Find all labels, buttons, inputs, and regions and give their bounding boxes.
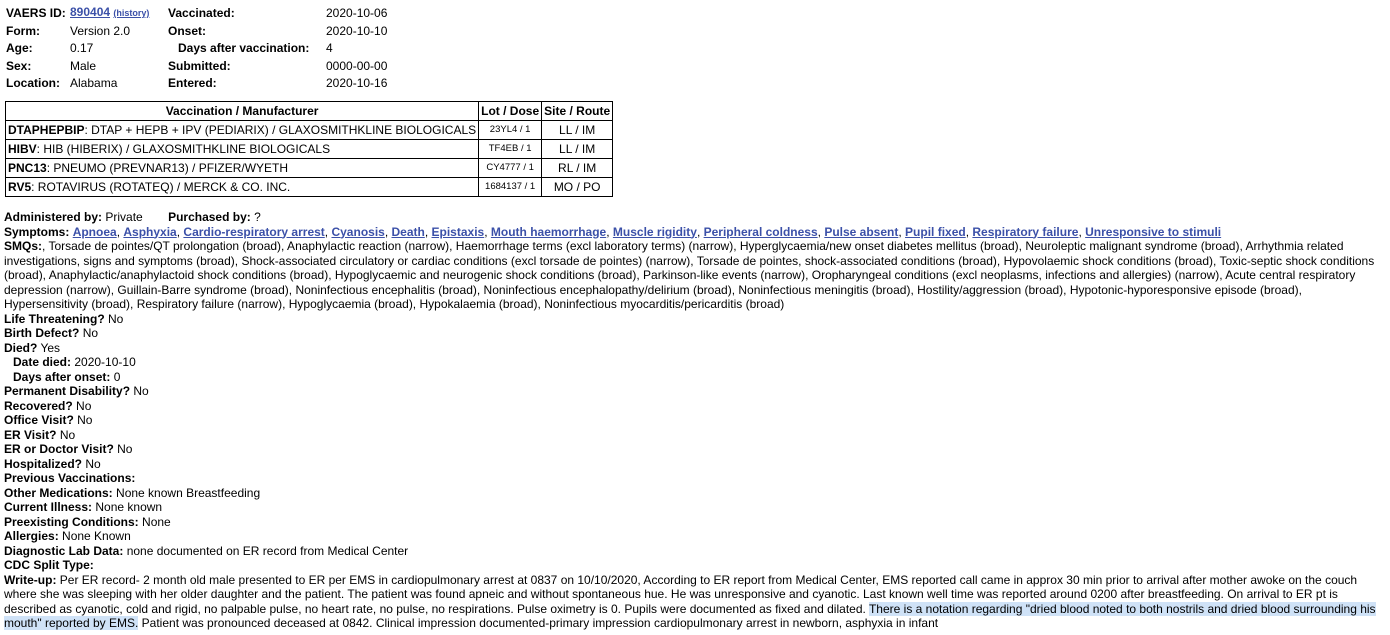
current-illness-value: None known: [95, 500, 163, 514]
symptom-link[interactable]: Epistaxis: [431, 224, 485, 239]
vaccine-code: RV5: [8, 180, 32, 194]
permanent-disability-label: Permanent Disability?: [4, 384, 131, 398]
died-row: [4, 341, 1386, 356]
symptom-link[interactable]: Cyanosis: [331, 224, 385, 239]
diag-value: none documented on ER record from Medical Center: [126, 543, 409, 558]
vaccine-cell: [6, 140, 479, 159]
lot-cell: 23YL4 / 1: [479, 121, 542, 140]
symptom-link[interactable]: Death: [391, 224, 425, 239]
recovered-value: No: [76, 398, 92, 413]
site-cell: MO / PO: [542, 178, 613, 197]
entered-label: Entered:: [168, 76, 217, 90]
office-visit-value: No: [77, 413, 93, 427]
vaccine-code: HIBV: [8, 142, 37, 156]
table-row: [6, 140, 613, 159]
er-visit-value: No: [59, 427, 76, 442]
current-illness-row: [4, 500, 1386, 515]
birth-defect-row: [4, 326, 1386, 341]
sex-label: Sex:: [6, 58, 32, 73]
vaccine-cell: [6, 121, 479, 140]
smqs-value: , Torsade de pointes/QT prolongation (broad), Anaphylactic reaction (narrow), Haemorrhage terms (excl laboratory terms) (narrow), Hyperglycaemia/new onset diabetes mellitus (broad), Neuroleptic malignant syndrome (broad), Arrhythmia related investigations, signs and symptoms (broad), Shock-associated circulatory or cardiac conditions (excl torsade de pointes) (narrow), Torsade de pointes, shock-associated conditions (broad), Hypovolaemic shock conditions (broad), Toxic-septic shock conditions (broad), Anaphylactic/anaphylactoid shock conditions (broad), Hypoglycaemic and neurogenic shock conditions (broad), Parkinson-like events (narrow), Oropharyngeal conditions (excl neoplasms, infections and allergies) (narrow), Acute central respiratory depression (narrow), Guillain-Barre syndrome (broad), Noninfectious encephalitis (broad), Noninfectious encephalopathy/delirium (broad), Noninfectious meningitis (broad), Hostility/aggression (broad), Hypotonic-hyporesponsive episode (broad), Hypersensitivity (broad), Respiratory failure (narrow), Hypoglycaemia (broad), Hypokalaemia (broad), Noninfectious myocarditis/pericarditis (broad): [4, 239, 1375, 311]
previous-vax-row: [4, 471, 1386, 486]
birth-defect-label: Birth Defect?: [4, 326, 80, 340]
symptom-link[interactable]: Pupil fixed: [905, 224, 966, 239]
date-died-row: [4, 355, 1386, 370]
location-label: Location:: [6, 76, 60, 90]
table-row: [6, 178, 613, 197]
site-cell: LL / IM: [542, 140, 613, 159]
er-visit-row: [4, 428, 1386, 443]
allergies-row: [4, 529, 1386, 544]
writeup-label: Write-up:: [4, 572, 57, 587]
preexisting-row: [4, 515, 1386, 530]
col-vaccine-header: Vaccination / Manufacturer: [6, 102, 479, 121]
days-after-onset-row: [4, 370, 1386, 385]
vaccine-name: : ROTAVIRUS (ROTATEQ) / MERCK & CO. INC.: [31, 180, 291, 194]
symptom-link[interactable]: Muscle rigidity: [612, 224, 697, 239]
er-doctor-value: No: [117, 442, 133, 456]
symptom-link[interactable]: Respiratory failure: [972, 224, 1079, 239]
hospitalized-row: [4, 457, 1386, 472]
writeup-row: [4, 573, 1386, 631]
col-lot-header: Lot / Dose: [479, 102, 542, 121]
onset-label: Onset:: [168, 23, 207, 38]
lot-cell: TF4EB / 1: [479, 140, 542, 159]
vaccinated-label: Vaccinated:: [168, 5, 235, 20]
purchased-label: Purchased by:: [168, 210, 251, 224]
writeup-text-end: Patient was pronounced deceased at 0842. Clinical impression documented-primary impression cardiopulmonary arrest in newborn, asphyxia in infant: [141, 616, 939, 630]
vaccination-table: [5, 101, 613, 197]
other-meds-row: [4, 486, 1386, 501]
form-label: Form:: [6, 23, 40, 38]
preexisting-label: Preexisting Conditions:: [4, 514, 139, 529]
table-row: [6, 121, 613, 140]
symptom-link[interactable]: Cardio-respiratory arrest: [183, 224, 325, 239]
allergies-value: None Known: [62, 529, 131, 543]
recovered-label: Recovered?: [4, 398, 73, 413]
vaccinated-value: 2020-10-06: [326, 5, 388, 20]
form-value: Version 2.0: [70, 23, 131, 38]
previous-vax-label: Previous Vaccinations:: [4, 471, 136, 485]
date-died-value: 2020-10-10: [74, 355, 136, 369]
permanent-disability-row: [4, 384, 1386, 399]
lot-cell: 1684137 / 1: [479, 178, 542, 197]
writeup-text: Per ER record- 2 month old male presented to ER per EMS in cardiopulmonary arrest at 0837 on 10/10/2020, According to ER report from Medical Center, EMS reported call came in approx 30 min prior to arrival after mother awoke on the couch where she was sleeping with her older daughter and the patient. The patient was found apneic and without spontaneous hue. He was unresponsive and cyanotic. Last known well time was reported around 0200 after breastfeeding. On arrival to ER pt is described as cyanotic, cold and rigid, no palpable pulse, no heart rate, no pulse, no respirations. Pulse oximetry is 0. Pupils were documented as fixed and dilated.: [4, 572, 1358, 616]
office-visit-label: Office Visit?: [4, 413, 74, 427]
table-row: [6, 159, 613, 178]
days-after-label: Days after vaccination:: [178, 41, 310, 55]
days-after-onset-value: 0: [113, 369, 121, 384]
life-threatening-label: Life Threatening?: [4, 311, 105, 326]
symptom-link[interactable]: Peripheral coldness: [703, 224, 818, 239]
office-visit-row: [4, 413, 1386, 428]
vaccine-cell: [6, 159, 479, 178]
vaers-id-cell: [70, 4, 168, 23]
other-meds-label: Other Medications:: [4, 485, 113, 500]
administered-value: Private: [105, 210, 143, 224]
hospitalized-label: Hospitalized?: [4, 456, 83, 471]
administered-label: Administered by:: [4, 210, 103, 224]
symptoms-row: Symptoms: Apnoea, Asphyxia, Cardio-respiratory arrest, Cyanosis, Death, Epistaxis, Mouth haemorrhage, Muscle rigidity, Peripheral coldness, Pulse absent, Pupil fixed, Respiratory failure, Unresponsive to stimuli: [4, 224, 1222, 239]
days-after-onset-label: Days after onset:: [13, 369, 111, 384]
symptom-link[interactable]: Mouth haemorrhage: [490, 224, 607, 239]
vaccine-name: : DTAP + HEPB + IPV (PEDIARIX) / GLAXOSMITHKLINE BIOLOGICALS: [84, 123, 477, 137]
vaccine-name: : HIB (HIBERIX) / GLAXOSMITHKLINE BIOLOGICALS: [36, 142, 331, 156]
age-value: 0.17: [70, 41, 94, 55]
hospitalized-value: No: [85, 456, 101, 471]
allergies-label: Allergies:: [4, 529, 59, 543]
vaccine-code: DTAPHEPBIP: [8, 123, 85, 137]
symptom-link[interactable]: Unresponsive to stimuli: [1085, 224, 1222, 239]
site-cell: LL / IM: [542, 121, 613, 140]
col-site-header: Site / Route: [542, 102, 613, 121]
onset-value: 2020-10-10: [326, 23, 388, 38]
vaers-id-link[interactable]: 890404: [70, 5, 111, 19]
entered-value: 2020-10-16: [326, 76, 388, 90]
died-label: Died?: [4, 340, 38, 355]
symptom-link[interactable]: Pulse absent: [824, 224, 899, 239]
site-cell: RL / IM: [542, 159, 613, 178]
history-link[interactable]: (history): [113, 8, 150, 18]
submitted-label: Submitted:: [168, 58, 231, 73]
life-threatening-value: No: [108, 311, 124, 326]
vaers-id-label: VAERS ID:: [6, 5, 66, 20]
er-doctor-row: [4, 442, 1386, 457]
days-after-value: 4: [326, 41, 333, 55]
lot-cell: CY4777 / 1: [479, 159, 542, 178]
life-threatening-row: [4, 312, 1386, 327]
diag-row: [4, 544, 1386, 559]
vaccine-name: : PNEUMO (PREVNAR13) / PFIZER/WYETH: [46, 161, 289, 175]
current-illness-label: Current Illness:: [4, 500, 93, 514]
symptoms-label: Symptoms:: [4, 224, 70, 239]
vaccine-code: PNC13: [8, 161, 47, 175]
report-details: [4, 210, 1386, 631]
permanent-disability-value: No: [133, 384, 149, 398]
report-header: [6, 4, 406, 93]
symptom-link[interactable]: Asphyxia: [123, 224, 177, 239]
diag-label: Diagnostic Lab Data:: [4, 543, 124, 558]
date-died-label: Date died:: [13, 355, 72, 369]
symptom-link[interactable]: Apnoea: [72, 224, 117, 239]
submitted-value: 0000-00-00: [326, 58, 388, 73]
purchased-value: ?: [254, 210, 261, 224]
cdc-split-row: [4, 558, 1386, 573]
preexisting-value: None: [142, 514, 171, 529]
recovered-row: [4, 399, 1386, 414]
vaccine-cell: [6, 178, 479, 197]
died-value: Yes: [40, 340, 61, 355]
age-label: Age:: [6, 41, 33, 55]
other-meds-value: None known Breastfeeding: [116, 485, 261, 500]
administered-row: [4, 210, 1386, 225]
birth-defect-value: No: [82, 326, 99, 340]
smqs-label: SMQs:: [4, 239, 43, 253]
location-value: Alabama: [70, 76, 118, 90]
sex-value: Male: [70, 58, 97, 73]
er-doctor-label: ER or Doctor Visit?: [4, 442, 114, 456]
cdc-split-label: CDC Split Type:: [4, 558, 94, 572]
writeup-highlight: There is a notation regarding "dried blood noted to both nostrils and dried blood surrounding his mouth" reported by EMS.: [4, 601, 1376, 630]
smqs-row: [4, 239, 1386, 312]
er-visit-label: ER Visit?: [4, 427, 57, 442]
